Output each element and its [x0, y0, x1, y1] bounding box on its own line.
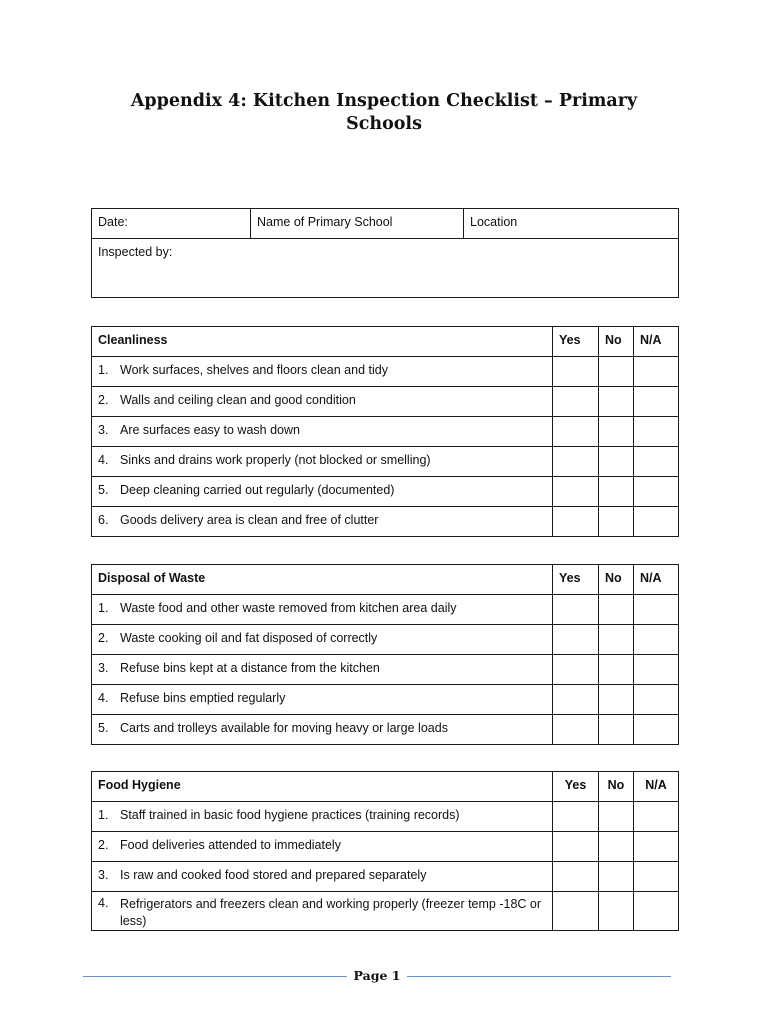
item-number: 1.	[98, 363, 109, 377]
yes-checkbox-cell[interactable]	[553, 447, 599, 477]
item-text: Goods delivery area is clean and free of clutter	[120, 513, 379, 527]
na-checkbox-cell[interactable]	[634, 625, 679, 655]
yes-checkbox-cell[interactable]	[553, 832, 599, 862]
table-row	[92, 477, 679, 507]
checklist-item	[92, 595, 553, 625]
table-row	[92, 357, 679, 387]
na-checkbox-cell[interactable]	[634, 862, 679, 892]
table-row	[92, 655, 679, 685]
footer-rule-right	[407, 976, 671, 977]
item-text: Sinks and drains work properly (not blocked or smelling)	[120, 453, 431, 467]
yes-checkbox-cell[interactable]	[553, 477, 599, 507]
item-number: 4.	[98, 691, 109, 705]
yes-checkbox-cell[interactable]	[553, 387, 599, 417]
na-checkbox-cell[interactable]	[634, 832, 679, 862]
date-cell[interactable]	[92, 209, 251, 239]
na-checkbox-cell[interactable]	[634, 447, 679, 477]
yes-checkbox-cell[interactable]	[553, 417, 599, 447]
item-text: Refuse bins kept at a distance from the kitchen	[120, 661, 380, 675]
item-text: Deep cleaning carried out regularly (documented)	[120, 483, 395, 497]
item-number: 5.	[98, 483, 109, 497]
school-name-cell[interactable]	[251, 209, 464, 239]
checklist-item	[92, 625, 553, 655]
item-number: 2.	[98, 838, 109, 852]
inspected-by-label: Inspected by:	[98, 245, 173, 259]
table-row	[92, 802, 679, 832]
checklist-item	[92, 417, 553, 447]
location-label: Location	[470, 215, 518, 229]
yes-checkbox-cell[interactable]	[553, 685, 599, 715]
item-text: Carts and trolleys available for moving heavy or large loads	[120, 721, 448, 735]
yes-checkbox-cell[interactable]	[553, 595, 599, 625]
hygiene-table	[91, 771, 679, 931]
table-row	[92, 387, 679, 417]
item-number: 2.	[98, 631, 109, 645]
na-checkbox-cell[interactable]	[634, 595, 679, 625]
checklist-item	[92, 447, 553, 477]
yes-checkbox-cell[interactable]	[553, 357, 599, 387]
yes-checkbox-cell[interactable]	[553, 862, 599, 892]
table-row	[92, 507, 679, 537]
no-checkbox-cell[interactable]	[599, 507, 634, 537]
checklist-item	[92, 892, 553, 931]
na-checkbox-cell[interactable]	[634, 892, 679, 931]
checklist-item	[92, 507, 553, 537]
yes-header: Yes	[553, 327, 599, 357]
item-number: 5.	[98, 721, 109, 735]
table-row	[92, 595, 679, 625]
yes-checkbox-cell[interactable]	[553, 655, 599, 685]
item-text: Waste cooking oil and fat disposed of correctly	[120, 631, 378, 645]
no-checkbox-cell[interactable]	[599, 417, 634, 447]
cleanliness-table	[91, 326, 679, 537]
yes-checkbox-cell[interactable]	[553, 507, 599, 537]
no-header: No	[599, 772, 634, 802]
table-row	[92, 715, 679, 745]
na-header: N/A	[634, 327, 679, 357]
table-row	[92, 625, 679, 655]
yes-checkbox-cell[interactable]	[553, 892, 599, 931]
no-checkbox-cell[interactable]	[599, 715, 634, 745]
page-footer	[83, 965, 671, 989]
checklist-item	[92, 655, 553, 685]
waste-table	[91, 564, 679, 745]
no-checkbox-cell[interactable]	[599, 387, 634, 417]
checklist-item	[92, 715, 553, 745]
na-header: N/A	[634, 565, 679, 595]
yes-checkbox-cell[interactable]	[553, 715, 599, 745]
no-checkbox-cell[interactable]	[599, 357, 634, 387]
no-checkbox-cell[interactable]	[599, 685, 634, 715]
no-checkbox-cell[interactable]	[599, 595, 634, 625]
cleanliness-heading: Cleanliness	[92, 327, 553, 357]
na-checkbox-cell[interactable]	[634, 802, 679, 832]
item-text: Are surfaces easy to wash down	[120, 423, 300, 437]
checklist-item	[92, 832, 553, 862]
item-number: 3.	[98, 423, 109, 437]
item-text: Food deliveries attended to immediately	[120, 838, 341, 852]
item-text: Refuse bins emptied regularly	[120, 691, 286, 705]
na-checkbox-cell[interactable]	[634, 357, 679, 387]
no-header: No	[599, 565, 634, 595]
na-checkbox-cell[interactable]	[634, 655, 679, 685]
na-checkbox-cell[interactable]	[634, 387, 679, 417]
checklist-item	[92, 387, 553, 417]
table-row	[92, 832, 679, 862]
document-title: Appendix 4: Kitchen Inspection Checklist – Primary Schools	[130, 91, 638, 134]
school-name-label: Name of Primary School	[257, 215, 393, 229]
no-checkbox-cell[interactable]	[599, 892, 634, 931]
item-text: Refrigerators and freezers clean and working properly (freezer temp -18C or less)	[120, 897, 542, 928]
no-checkbox-cell[interactable]	[599, 447, 634, 477]
inspected-by-cell[interactable]	[92, 239, 679, 298]
yes-header: Yes	[553, 772, 599, 802]
checklist-item	[92, 802, 553, 832]
no-checkbox-cell[interactable]	[599, 862, 634, 892]
na-checkbox-cell[interactable]	[634, 715, 679, 745]
na-checkbox-cell[interactable]	[634, 685, 679, 715]
hygiene-heading: Food Hygiene	[92, 772, 553, 802]
item-number: 3.	[98, 868, 109, 882]
no-checkbox-cell[interactable]	[599, 625, 634, 655]
item-text: Walls and ceiling clean and good condition	[120, 393, 356, 407]
yes-checkbox-cell[interactable]	[553, 802, 599, 832]
table-row	[92, 447, 679, 477]
checklist-item	[92, 685, 553, 715]
item-text: Is raw and cooked food stored and prepared separately	[120, 868, 427, 882]
item-number: 2.	[98, 393, 109, 407]
item-number: 6.	[98, 513, 109, 527]
checklist-item	[92, 357, 553, 387]
location-cell[interactable]	[464, 209, 679, 239]
table-row	[92, 862, 679, 892]
date-label: Date:	[98, 215, 128, 229]
yes-header: Yes	[553, 565, 599, 595]
page-number: Page 1	[353, 968, 401, 983]
item-number: 4.	[98, 453, 109, 467]
item-number: 1.	[98, 808, 109, 822]
waste-heading: Disposal of Waste	[92, 565, 553, 595]
item-number: 4.	[98, 896, 109, 910]
item-text: Staff trained in basic food hygiene practices (training records)	[120, 808, 460, 822]
no-checkbox-cell[interactable]	[599, 802, 634, 832]
no-checkbox-cell[interactable]	[599, 832, 634, 862]
no-checkbox-cell[interactable]	[599, 655, 634, 685]
na-checkbox-cell[interactable]	[634, 417, 679, 447]
table-row	[92, 685, 679, 715]
na-checkbox-cell[interactable]	[634, 477, 679, 507]
checklist-item	[92, 477, 553, 507]
header-info-table	[91, 208, 679, 298]
table-row	[92, 417, 679, 447]
yes-checkbox-cell[interactable]	[553, 625, 599, 655]
no-header: No	[599, 327, 634, 357]
na-header: N/A	[634, 772, 679, 802]
no-checkbox-cell[interactable]	[599, 477, 634, 507]
item-text: Waste food and other waste removed from kitchen area daily	[120, 601, 457, 615]
item-number: 3.	[98, 661, 109, 675]
table-row	[92, 892, 679, 931]
item-number: 1.	[98, 601, 109, 615]
checklist-item	[92, 862, 553, 892]
item-text: Work surfaces, shelves and floors clean and tidy	[120, 363, 388, 377]
na-checkbox-cell[interactable]	[634, 507, 679, 537]
